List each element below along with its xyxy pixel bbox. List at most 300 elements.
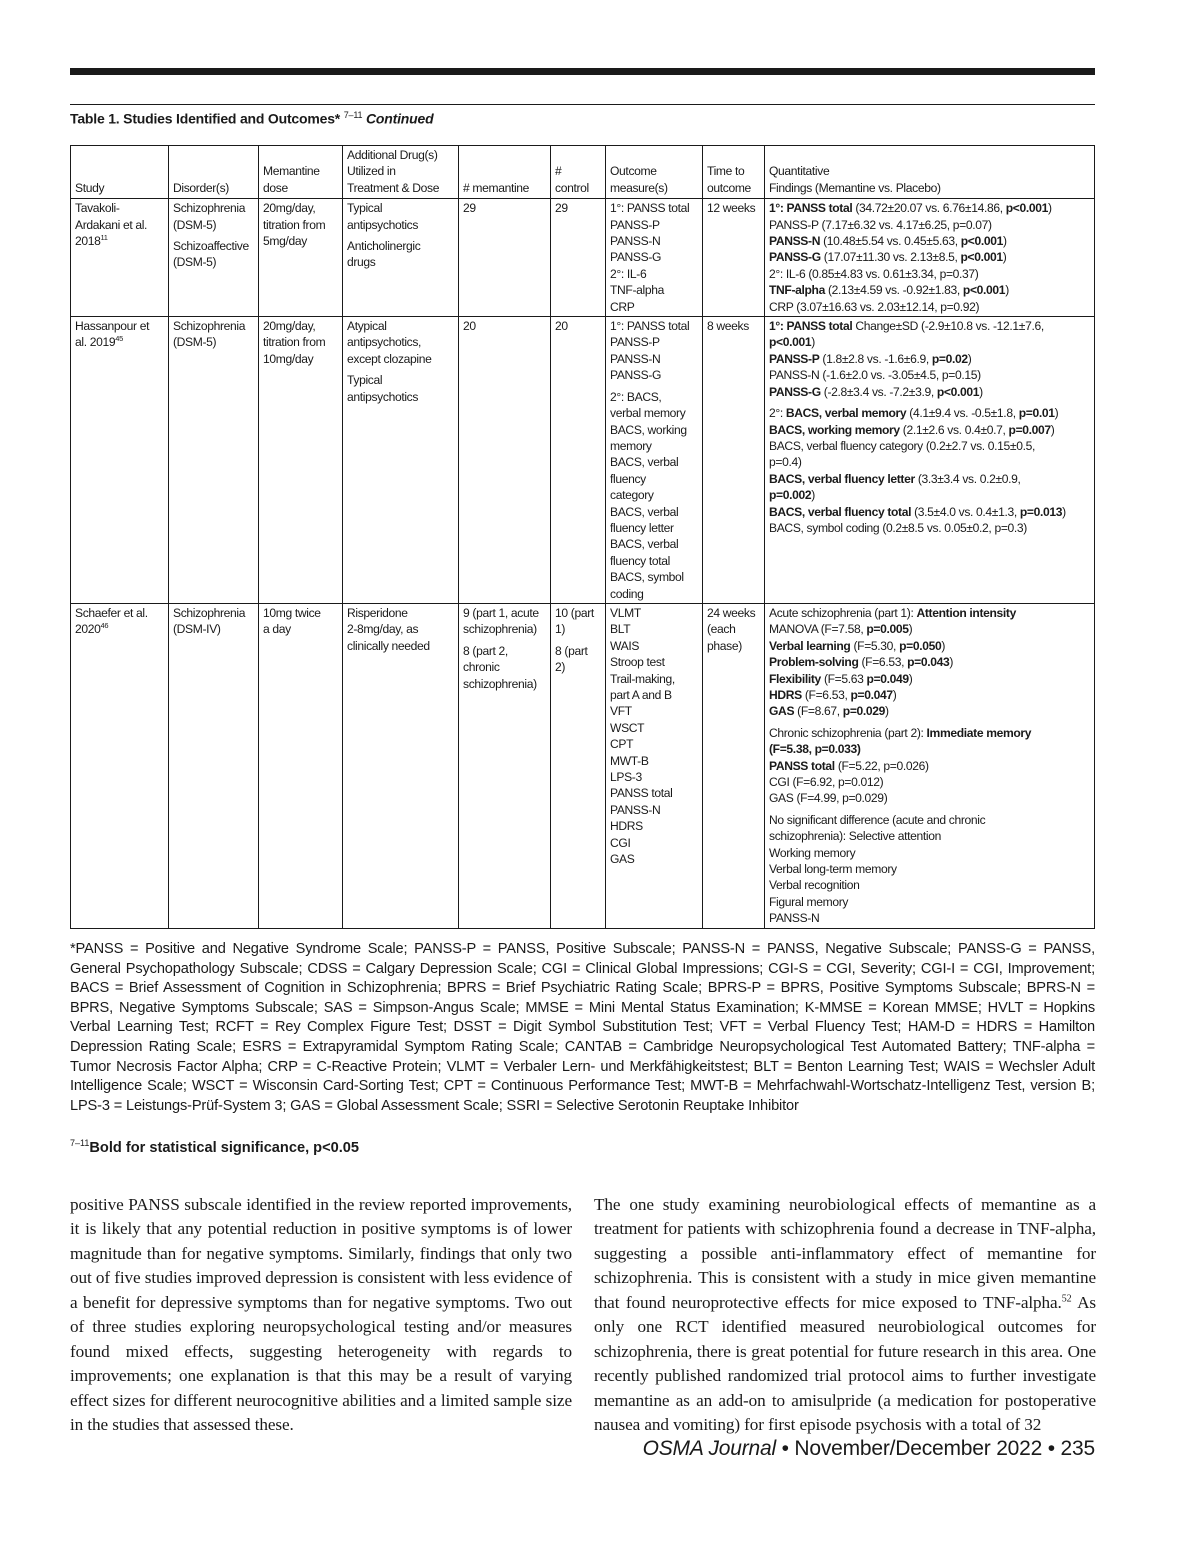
header-n-control — [551, 146, 606, 199]
table-body — [71, 199, 1095, 928]
cell-line: PANSS-N — [610, 802, 661, 817]
finding-text: ) — [1048, 201, 1052, 216]
header-line: control — [555, 180, 589, 195]
cell-line: schizophrenia) — [463, 622, 537, 637]
finding-text: (-2.8±3.4 vs. -7.2±3.9, — [820, 384, 937, 399]
cell-line: 9 (part 1, acute — [463, 605, 539, 620]
finding-text: CGI (F=6.92, p=0.012) — [769, 775, 884, 790]
study-ref: 11 — [100, 233, 108, 242]
finding-text: (2.13±4.59 vs. -0.92±1.83, — [824, 283, 963, 298]
significant-result: p<0.001 — [960, 250, 1003, 265]
footer-sep-2: • — [1042, 1437, 1061, 1460]
finding-line — [769, 790, 1091, 806]
cell-line: 5mg/day — [263, 234, 307, 249]
cell-line: WAIS — [610, 638, 640, 653]
cell-line: schizophrenia) — [463, 676, 537, 691]
cell-line: 20 — [463, 319, 476, 334]
header-line: # — [555, 164, 562, 179]
significant-result: BACS, verbal memory — [785, 406, 907, 421]
cell-line: 2°: BACS, — [610, 389, 662, 404]
body-right-text-b: As only one RCT identified measured neurobiological outcomes for schizophrenia, there is great potential for future research in this area. One recently published randomized trial protocol aims to further investigate memantine as an add-on to amisulpride (a medication for postoperative nausea and vomiting) for first episode psychosis with a total of 32 — [594, 1292, 1096, 1435]
cell-line: TNF-alpha — [610, 283, 664, 298]
finding-text: (2.1±2.6 vs. 0.4±0.7, — [899, 422, 1009, 437]
cell-line: Typical — [347, 201, 383, 216]
cell-line: GAS — [610, 852, 635, 867]
finding-line — [769, 812, 1091, 828]
finding-text: CRP (3.07±16.63 vs. 2.03±12.14, p=0.92) — [769, 299, 980, 314]
header-line: Study — [75, 180, 105, 195]
cell-time — [703, 317, 765, 604]
finding-line — [769, 384, 1091, 400]
cell-outcome — [606, 317, 703, 604]
finding-text: Chronic schizophrenia (part 2): — [769, 725, 927, 740]
cell-line: PANSS-N — [610, 351, 661, 366]
header-line: Additional Drug(s) — [347, 148, 438, 162]
table-title-continued: Continued — [366, 110, 434, 127]
cell-line: Schaefer et al. — [75, 605, 148, 620]
finding-text: GAS (F=4.99, p=0.029) — [769, 791, 888, 806]
cell-n-memantine — [459, 199, 551, 317]
cell-line: verbal memory — [610, 406, 686, 421]
finding-line — [769, 861, 1091, 877]
significant-result: p=0.01 — [1018, 406, 1055, 421]
cell-line: 2-8mg/day, as — [347, 622, 419, 637]
finding-line — [769, 282, 1091, 298]
body-right-ref: 52 — [1061, 1293, 1072, 1305]
finding-line — [769, 638, 1091, 654]
cell-line: (each — [707, 622, 736, 637]
body-column-right — [594, 1193, 1096, 1438]
cell-line: Trail-making, — [610, 671, 675, 686]
finding-line — [769, 877, 1091, 893]
finding-line — [769, 351, 1091, 367]
cell-study — [71, 317, 169, 604]
finding-text: BACS, verbal fluency category (0.2±2.7 vs. 0.15±0.5, — [769, 438, 1035, 453]
significant-result: 1°: PANSS total — [769, 201, 853, 216]
significant-result: p=0.02 — [931, 351, 968, 366]
cell-line: (DSM-5) — [173, 217, 217, 232]
cell-line: 20 — [555, 319, 568, 334]
cell-line: Stroop test — [610, 655, 665, 670]
cell-line: HDRS — [610, 819, 643, 834]
header-line: Memantine — [263, 164, 320, 179]
cell-study — [71, 603, 169, 928]
cell-line: except clozapine — [347, 351, 432, 366]
study-year: al. 2019 — [75, 335, 116, 350]
cell-n-control — [551, 317, 606, 604]
table-row — [71, 317, 1095, 604]
cell-n-memantine — [459, 317, 551, 604]
body-column-left: positive PANSS subscale identified in the review reported improvements, it is likely that any potential reduction in positive symptoms is of lower magnitude than for negative symptoms. Similarly, findings that only two out of five studies improved depression is consistent with less evidence of a benefit for depressive symptoms than for negative symptoms. Two out of three studies exploring neuropsychological testing and/or measures found mixed effects, suggesting heterogeneity with regards to improvements; one explanation is that this may be a result of varying effect sizes for different neurocognitive abilities and a limited sample size in the studies that assessed these. — [70, 1195, 572, 1435]
finding-line — [769, 454, 1091, 470]
finding-text: p=0.4) — [769, 455, 802, 470]
cell-line: BACS, working — [610, 422, 687, 437]
footer-issue: November/December 2022 — [794, 1437, 1043, 1460]
cell-line: Ardakani et al. — [75, 217, 148, 232]
cell-line: drugs — [347, 255, 376, 270]
finding-line — [769, 741, 1091, 757]
cell-line: Anticholinergic — [347, 239, 421, 254]
cell-line: 20mg/day, — [263, 201, 316, 216]
finding-text: (4.1±9.4 vs. -0.5±1.8, — [906, 406, 1019, 421]
cell-line: 2) — [555, 660, 566, 675]
bold-significance-note — [70, 1138, 359, 1156]
finding-text: (1.8±2.8 vs. -1.6±6.9, — [819, 351, 932, 366]
finding-text: ) — [967, 351, 972, 366]
significant-result: p=0.013 — [1019, 504, 1063, 519]
footer-journal: OSMA Journal — [642, 1437, 776, 1460]
footer-sep-1: • — [775, 1437, 795, 1460]
finding-text: PANSS-P (7.17±6.32 vs. 4.17±6.25, p=0.07) — [769, 217, 992, 232]
finding-text: PANSS-N — [769, 911, 820, 926]
finding-line — [769, 422, 1091, 438]
cell-line: PANSS-G — [610, 368, 662, 383]
footer-page-number: 235 — [1060, 1437, 1095, 1460]
finding-line — [769, 200, 1091, 216]
table-title-text: Table 1. Studies Identified and Outcomes* — [70, 110, 341, 127]
cell-line: titration from — [263, 335, 326, 350]
cell-line: CRP — [610, 299, 635, 314]
cell-line: 24 weeks — [707, 605, 756, 620]
significant-result: Flexibility — [769, 671, 821, 686]
cell-line: Schizophrenia — [173, 319, 246, 334]
cell-dose — [259, 199, 343, 317]
cell-line: a day — [263, 622, 291, 637]
header-disorder — [169, 146, 259, 199]
header-outcome-measures — [606, 146, 703, 199]
significant-result: p=0.005 — [866, 622, 909, 637]
cell-line: phase) — [707, 638, 742, 653]
finding-text: ) — [1054, 406, 1059, 421]
cell-additional — [343, 317, 459, 604]
cell-line: CGI — [610, 835, 631, 850]
significant-result: p=0.047 — [850, 688, 893, 702]
cell-line: VFT — [610, 704, 632, 719]
finding-text: (3.3±3.4 vs. 0.2±0.9, — [914, 471, 1021, 486]
significant-result: TNF-alpha — [769, 283, 825, 298]
cell-findings — [765, 199, 1095, 317]
cell-dose — [259, 317, 343, 604]
title-rule — [70, 104, 1095, 105]
cell-line: (DSM-5) — [173, 255, 217, 270]
finding-line — [769, 233, 1091, 249]
finding-line — [769, 758, 1091, 774]
cell-line: chronic — [463, 660, 500, 675]
cell-line: PANSS-P — [610, 335, 660, 350]
study-ref: 46 — [100, 621, 109, 631]
finding-line — [769, 318, 1091, 334]
study-citation — [75, 334, 165, 350]
header-line: measure(s) — [610, 180, 668, 195]
finding-text: ) — [908, 622, 913, 637]
header-line: Utilized in — [347, 164, 396, 179]
finding-text: (17.07±11.30 vs. 2.13±8.5, — [820, 250, 961, 265]
cell-line: 20mg/day, — [263, 319, 316, 334]
cell-line: category — [610, 488, 654, 503]
finding-line — [769, 774, 1091, 790]
finding-text: Figural memory — [769, 894, 849, 909]
finding-text: Change±SD (-2.9±10.8 vs. -12.1±7.6, — [852, 319, 1044, 334]
cell-line: BACS, verbal — [610, 537, 679, 552]
table-title-ref: 7–11 — [343, 110, 363, 120]
finding-line — [769, 334, 1091, 350]
cell-time — [703, 199, 765, 317]
significant-result: 1°: PANSS total — [769, 319, 853, 334]
significant-result: p=0.007 — [1008, 422, 1051, 437]
cell-line: Schizoaffective — [173, 239, 249, 254]
cell-disorder — [169, 199, 259, 317]
finding-text: ) — [811, 335, 815, 350]
cell-line: 1) — [555, 622, 566, 637]
finding-line — [769, 504, 1091, 520]
finding-text: ) — [1005, 283, 1009, 298]
finding-text: ) — [941, 638, 946, 653]
significant-result: Problem-solving — [769, 655, 859, 670]
significant-result: p<0.001 — [936, 384, 980, 399]
cell-time — [703, 603, 765, 928]
significant-result: GAS — [769, 704, 795, 719]
cell-line: 2°: IL-6 — [610, 266, 647, 281]
significant-result: BACS, verbal fluency total — [769, 504, 912, 519]
header-quantitative-findings — [765, 146, 1095, 199]
cell-line: 1°: PANSS total — [610, 201, 690, 216]
significant-result: p=0.002 — [769, 488, 812, 503]
finding-text: Verbal recognition — [769, 878, 860, 893]
finding-line — [769, 520, 1091, 536]
significant-result: PANSS-N — [769, 234, 821, 249]
finding-text: Working memory — [769, 845, 856, 860]
finding-text: (F=5.30, — [850, 638, 900, 653]
finding-line — [769, 621, 1091, 637]
header-line: Treatment & Dose — [347, 180, 440, 195]
finding-text: No significant difference (acute and chronic — [769, 812, 986, 827]
finding-line — [769, 487, 1091, 503]
finding-text: (F=6.53, — [858, 655, 908, 670]
finding-text: (3.5±4.0 vs. 0.4±1.3, — [911, 504, 1020, 519]
finding-line — [769, 217, 1091, 233]
cell-line: Typical — [347, 373, 383, 388]
finding-text: 2°: — [769, 406, 786, 421]
cell-line: WSCT — [610, 720, 645, 735]
cell-findings — [765, 317, 1095, 604]
significant-result: BACS, verbal fluency letter — [769, 471, 915, 486]
cell-line: 8 weeks — [707, 319, 749, 334]
cell-line: VLMT — [610, 605, 641, 620]
cell-additional — [343, 603, 459, 928]
significant-result: Attention intensity — [916, 605, 1016, 620]
finding-line — [769, 703, 1091, 719]
cell-additional — [343, 199, 459, 317]
cell-line: 29 — [463, 201, 476, 216]
significant-result: p<0.001 — [1005, 201, 1049, 216]
cell-line: (DSM-5) — [173, 335, 217, 350]
cell-line: BACS, verbal — [610, 504, 679, 519]
finding-text: ) — [1003, 234, 1007, 249]
finding-text: ) — [949, 655, 954, 670]
cell-line: coding — [610, 586, 644, 601]
significant-result: PANSS-P — [769, 351, 820, 366]
study-ref: 45 — [115, 334, 123, 344]
table-row — [71, 199, 1095, 317]
cell-line: clinically needed — [347, 638, 430, 653]
significant-result: p<0.001 — [960, 234, 1003, 249]
finding-text: ) — [1062, 504, 1066, 519]
header-line: Disorder(s) — [173, 180, 229, 195]
finding-text: ) — [1050, 422, 1055, 437]
finding-text: Acute schizophrenia (part 1): — [769, 605, 917, 620]
cell-dose — [259, 603, 343, 928]
cell-line: BACS, verbal — [610, 455, 679, 470]
table-title — [70, 110, 433, 127]
finding-text: ) — [908, 671, 913, 686]
significant-result: (F=5.38, p=0.033) — [769, 742, 861, 757]
header-line: outcome — [707, 180, 751, 195]
finding-line — [769, 828, 1091, 844]
finding-text: BACS, symbol coding (0.2±8.5 vs. 0.05±0.2, p=0.3) — [769, 520, 1027, 535]
significant-result: PANSS total — [769, 758, 835, 773]
cell-n-control — [551, 199, 606, 317]
finding-text: 2°: IL-6 (0.85±4.83 vs. 0.61±3.34, p=0.37) — [769, 266, 979, 281]
cell-line: BLT — [610, 622, 631, 637]
cell-line: Schizophrenia — [173, 605, 246, 620]
cell-line: 10 (part — [555, 605, 594, 620]
finding-text: (10.48±5.54 vs. 0.45±5.63, — [820, 234, 961, 249]
finding-text: (F=8.67, — [794, 704, 843, 719]
finding-text: PANSS-N (-1.6±2.0 vs. -3.05±4.5, p=0.15) — [769, 368, 981, 383]
cell-outcome — [606, 603, 703, 928]
cell-line: 29 — [555, 201, 568, 216]
significant-result: BACS, working memory — [769, 422, 900, 437]
significant-result: Verbal learning — [769, 638, 851, 653]
finding-line — [769, 894, 1091, 910]
cell-findings — [765, 603, 1095, 928]
cell-line: titration from — [263, 217, 326, 232]
cell-line: PANSS total — [610, 786, 673, 801]
cell-line: Risperidone — [347, 605, 408, 620]
finding-line — [769, 405, 1091, 421]
finding-line — [769, 845, 1091, 861]
cell-line: MWT-B — [610, 753, 649, 768]
finding-text: (F=5.63 — [820, 671, 867, 686]
significant-result: p<0.001 — [962, 283, 1006, 298]
finding-text: (34.72±20.07 vs. 6.76±14.86, — [852, 201, 1006, 216]
cell-line: PANSS-N — [610, 234, 661, 249]
cell-line: Tavakoli- — [75, 201, 120, 216]
header-n-memantine — [459, 146, 551, 199]
significant-result: PANSS-G — [769, 250, 821, 265]
significant-result: p=0.049 — [866, 671, 909, 686]
finding-line — [769, 471, 1091, 487]
cell-line: 12 weeks — [707, 201, 756, 216]
cell-line: antipsychotics — [347, 389, 419, 404]
cell-line: memory — [610, 438, 652, 453]
cell-line: (DSM-IV) — [173, 622, 221, 637]
finding-text: (F=5.22, p=0.026) — [834, 758, 929, 773]
header-additional-drugs — [343, 146, 459, 199]
cell-n-control — [551, 603, 606, 928]
cell-disorder — [169, 317, 259, 604]
finding-line — [769, 687, 1091, 703]
cell-line: LPS-3 — [610, 770, 642, 785]
cell-line: antipsychotics — [347, 217, 419, 232]
finding-line — [769, 299, 1091, 315]
significant-result: p<0.001 — [769, 335, 812, 350]
cell-line: antipsychotics, — [347, 335, 422, 350]
cell-disorder — [169, 603, 259, 928]
significant-result: p=0.043 — [907, 655, 950, 670]
cell-line: 8 (part 2, — [463, 643, 508, 658]
cell-line: fluency total — [610, 553, 670, 568]
cell-line: Hassanpour et — [75, 319, 150, 334]
study-citation — [75, 233, 165, 249]
cell-line: 8 (part — [555, 643, 588, 658]
abbreviations-footnote: *PANSS = Positive and Negative Syndrome Scale; PANSS-P = PANSS, Positive Subscale; PANSS-N = PANSS, Negative Subscale; PANSS-G = PANSS, General Psychopathology Subscale; CDSS = Calgary Depression Scale; CGI = Clinical Global Impressions; CGI-S = CGI, Severity; CGI-I = CGI, Improvement; BACS = Brief Assessment of Cognition in Schizophrenia; BPRS = Brief Psychiatric Rating Scale; BPRS-P = BPRS, Positive Symptoms Subscale; BPRS-N = BPRS, Negative Symptoms Subscale; SAS = Simpson-Angus Scale; MMSE = Mini Mental Status Examination; K-MMSE = Korean MMSE; HVLT = Hopkins Verbal Learning Test; RCFT = Rey Complex Figure Test; DSST = Digit Symbol Substitution Test; VFT = Verbal Fluency Test; HAM-D = HDRS = Hamilton Depression Rating Scale; ESRS = Extrapyramidal Symptom Rating Scale; CANTAB = Cambridge Neuropsychological Test Automated Battery; TNF-alpha = Tumor Necrosis Factor Alpha; CRP = C-Reactive Protein; VLMT = Verbaler Lern- und Merkfähigkeitstest; BLT = Benton Learning Test; WAIS = Wechsler Adult Intelligence Scale; WSCT = Wisconsin Card-Sorting Test; CPT = Continuous Performance Test; MWT-B = Mehrfachwahl-Wortschatz-Intelligenz Test, version B; LPS-3 = Leistungs-Prüf-System 3; GAS = Global Assessment Scale; SSRI = Selective Serotonin Reuptake Inhibitor — [70, 941, 1095, 1114]
study-year: 2020 — [75, 622, 101, 637]
finding-text: ) — [979, 384, 983, 399]
significant-result: HDRS — [769, 688, 802, 702]
finding-text: schizophrenia): Selective attention — [769, 829, 941, 844]
finding-text: ) — [892, 688, 897, 702]
cell-outcome — [606, 199, 703, 317]
cell-line: Atypical — [347, 319, 387, 334]
header-line: Findings (Memantine vs. Placebo) — [769, 180, 941, 195]
cell-line: PANSS-P — [610, 217, 660, 232]
page-footer — [643, 1437, 1095, 1461]
finding-line — [769, 671, 1091, 687]
cell-line: fluency letter — [610, 520, 674, 535]
significant-result: p=0.029 — [842, 704, 886, 719]
header-memantine-dose — [259, 146, 343, 199]
significant-result: Immediate memory — [926, 725, 1032, 740]
cell-line: BACS, symbol — [610, 570, 684, 585]
header-study — [71, 146, 169, 199]
finding-text: ) — [811, 488, 815, 503]
table-row — [71, 603, 1095, 928]
finding-line — [769, 725, 1091, 741]
header-line: Outcome — [610, 164, 657, 179]
cell-line: CPT — [610, 737, 634, 752]
study-citation — [75, 621, 165, 637]
header-line: Time to — [707, 164, 745, 179]
finding-line — [769, 249, 1091, 265]
bold-note-text: Bold for statistical significance, p<0.05 — [89, 1139, 360, 1156]
body-right-text-a: The one study examining neurobiological effects of memantine as a treatment for patients with schizophrenia found a decrease in TNF-alpha, suggesting a possible anti-inflammatory effect of memantine for schizophrenia. This is consistent with a study in mice given memantine that found neuroprotective effects for mice exposed to TNF-alpha. — [594, 1195, 1096, 1312]
significant-result: p=0.050 — [899, 638, 942, 653]
cell-line: Schizophrenia — [173, 201, 246, 216]
finding-text: (F=6.53, — [801, 688, 851, 702]
finding-text: Verbal long-term memory — [769, 862, 897, 877]
cell-line: 1°: PANSS total — [610, 319, 690, 334]
cell-line: 10mg twice — [263, 605, 321, 620]
finding-line — [769, 266, 1091, 282]
cell-n-memantine — [459, 603, 551, 928]
finding-line — [769, 605, 1091, 621]
cell-line: fluency — [610, 471, 646, 486]
cell-line: PANSS-G — [610, 250, 662, 265]
header-line: dose — [263, 180, 288, 195]
finding-line — [769, 438, 1091, 454]
finding-line — [769, 367, 1091, 383]
cell-study — [71, 199, 169, 317]
header-line: # memantine — [463, 180, 530, 195]
study-year: 2018 — [75, 234, 101, 249]
table-header-row — [71, 146, 1095, 199]
finding-text: ) — [885, 704, 889, 719]
bold-note-ref: 7–11 — [70, 1138, 90, 1148]
cell-line: part A and B — [610, 688, 672, 702]
finding-text: ) — [1002, 250, 1007, 265]
finding-text: MANOVA (F=7.58, — [769, 622, 867, 637]
